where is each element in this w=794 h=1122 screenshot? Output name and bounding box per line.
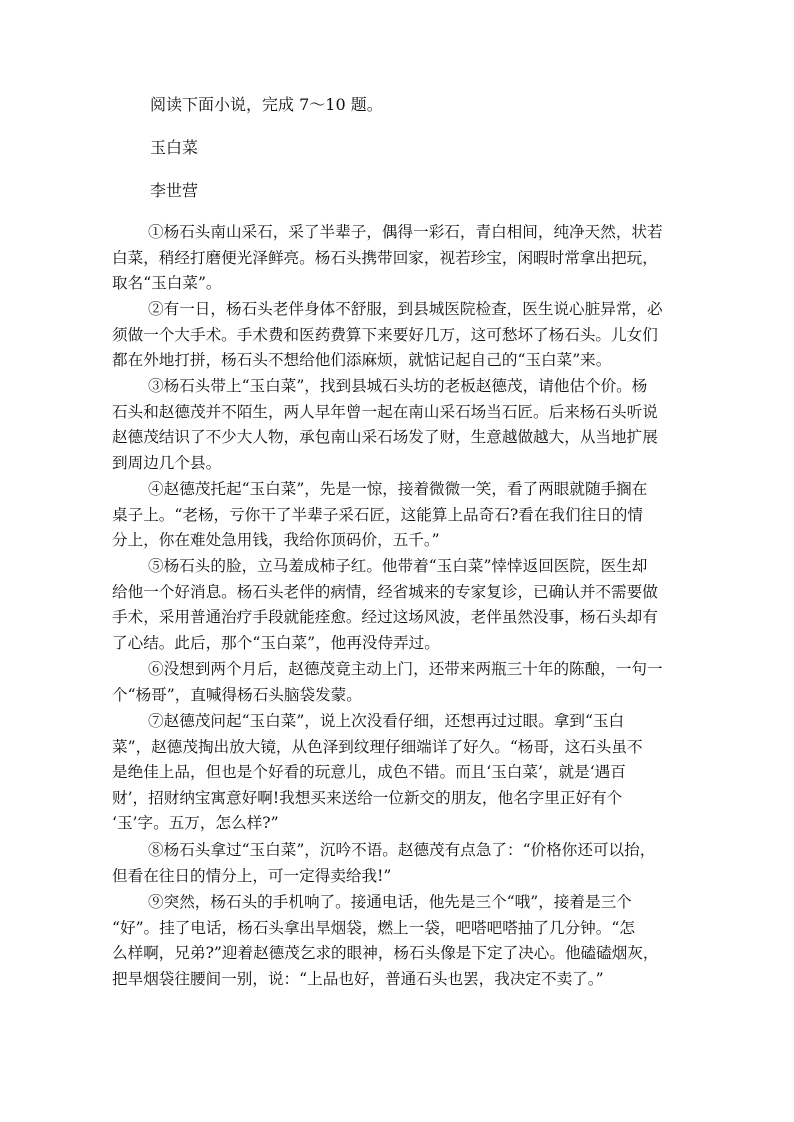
paragraph-1 bbox=[112, 220, 684, 297]
paragraph-2 bbox=[112, 297, 684, 374]
paragraph-5 bbox=[112, 554, 684, 656]
paragraph-3 bbox=[112, 374, 684, 476]
paragraph-line: 分上，你在难处急用钱，我给你顶码价，五千。” bbox=[112, 531, 440, 549]
paragraph-line: 了心结。此后，那个“玉白菜”，他再没侍弄过。 bbox=[112, 633, 440, 652]
paragraph-9 bbox=[112, 890, 684, 992]
paragraph-line: ⑧杨石头拿过“玉白菜”，沉吟不语。赵德茂有点急了：“价格你还可以抬， bbox=[148, 841, 656, 859]
paragraph-4 bbox=[112, 477, 684, 554]
paragraph-line: 个“杨哥”，直喊得杨石头脑袋发蒙。 bbox=[112, 685, 362, 704]
paragraph-line: 把旱烟袋往腰间一别，说：“上品也好，普通石头也罢，我决定不卖了。” bbox=[112, 969, 604, 988]
paragraph-line: ③杨石头带上“玉白菜”，找到县城石头坊的老板赵德茂，请他估个价。杨 bbox=[148, 377, 648, 395]
paragraph-line: 给他一个好消息。杨石头老伴的病情，经省城来的专家复诊，已确认并不需要做 bbox=[112, 582, 658, 601]
paragraph-line: 石头和赵德茂并不陌生，两人早年曾一起在南山采石场当石匠。后来杨石头听说 bbox=[112, 402, 658, 421]
paragraph-line: 桌子上。“老杨，亏你干了半辈子采石匠，这能算上品奇石?看在我们往日的情 bbox=[112, 505, 643, 524]
paragraph-line: 手术，采用普通治疗手段就能痊愈。经过这场风波，老伴虽然没事，杨石头却有 bbox=[112, 608, 658, 626]
paragraph-line: 么样啊，兄弟?”迎着赵德茂乞求的眼神，杨石头像是下定了决心。他磕磕烟灰， bbox=[112, 944, 659, 962]
paragraph-line: ⑨突然，杨石头的手机响了。接通电话，他先是三个“哦”，接着是三个 bbox=[148, 893, 632, 911]
paragraph-line: “好”。挂了电话，杨石头拿出旱烟袋，燃上一袋，吧嗒吧嗒抽了几分钟。“怎 bbox=[112, 918, 635, 937]
paragraph-line: 白菜，稍经打磨便光泽鲜亮。杨石头携带回家，视若珍宝，闲暇时常拿出把玩， bbox=[112, 248, 658, 267]
paragraph-line: 取名“玉白菜”。 bbox=[112, 274, 222, 292]
paragraph-line: ①杨石头南山采石，采了半辈子，偶得一彩石，青白相间，纯净天然，状若 bbox=[148, 223, 663, 241]
reading-instruction: 阅读下面小说，完成 7～10 题。 bbox=[150, 95, 383, 114]
paragraph-line: 但看在往日的情分上，可一定得卖给我!” bbox=[112, 866, 392, 885]
paragraph-line: 财’，招财纳宝寓意好啊!我想买来送给一位新交的朋友，他名字里正好有个 bbox=[112, 788, 623, 807]
paragraph-line: ‘玉’字。五万，怎么样?” bbox=[112, 814, 279, 832]
paragraph-line: 是绝佳上品，但也是个好看的玩意儿，成色不错。而且‘玉白菜’，就是‘遇百 bbox=[112, 763, 626, 781]
paragraph-line: 菜”，赵德茂掏出放大镜，从色泽到纹理仔细端详了好久。“杨哥，这石头虽不 bbox=[112, 737, 643, 756]
paragraph-line: ⑤杨石头的脸，立马羞成柿子红。他带着“玉白菜”悻悻返回医院，医生却 bbox=[148, 557, 648, 575]
paragraph-line: ④赵德茂托起“玉白菜”，先是一惊，接着微微一笑，看了两眼就随手搁在 bbox=[148, 480, 648, 498]
paragraph-7 bbox=[112, 709, 684, 837]
paragraph-8 bbox=[112, 838, 684, 889]
paragraph-line: ⑦赵德茂问起“玉白菜”，说上次没看仔细，还想再过过眼。拿到“玉白 bbox=[148, 712, 625, 730]
paragraph-line: 都在外地打拼，杨石头不想给他们添麻烦，就惦记起自己的“玉白菜”来。 bbox=[112, 351, 612, 369]
paragraph-line: 到周边几个县。 bbox=[112, 453, 222, 472]
story-author: 李世营 bbox=[150, 181, 199, 200]
paragraph-line: ⑥没想到两个月后，赵德茂竟主动上门，还带来两瓶三十年的陈酿，一句一 bbox=[148, 660, 663, 678]
paragraph-line: ②有一日，杨石头老伴身体不舒服，到县城医院检查，医生说心脏异常，必 bbox=[148, 300, 663, 318]
story-title: 玉白菜 bbox=[150, 138, 199, 157]
paragraph-6 bbox=[112, 657, 684, 708]
paragraph-line: 赵德茂结识了不少大人物，承包南山采石场发了财，生意越做越大，从当地扩展 bbox=[112, 428, 658, 446]
paragraph-line: 须做一个大手术。手术费和医药费算下来要好几万，这可愁坏了杨石头。儿女们 bbox=[112, 325, 658, 344]
